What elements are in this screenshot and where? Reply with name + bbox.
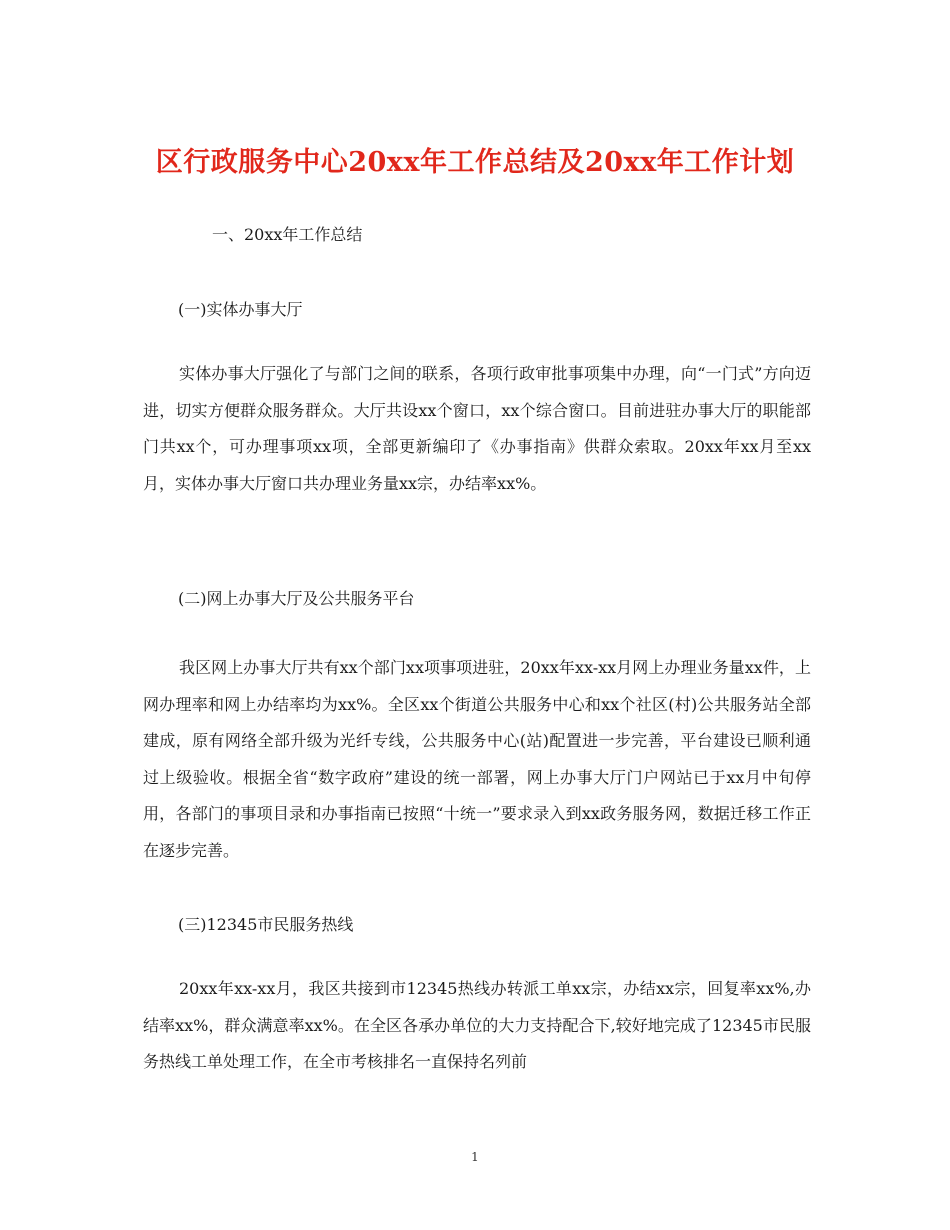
- subsection-heading-online-hall: (二)网上办事大厅及公共服务平台: [178, 589, 415, 608]
- page-number: 1: [471, 1150, 479, 1164]
- subsection-heading-hotline: (三)12345市民服务热线: [178, 915, 354, 934]
- paragraph-online-hall: 我区网上办事大厅共有xx个部门xx项事项进驻，20xx年xx-xx月网上办理业务量xx件，上网办理率和网上办结率均为xx%。全区xx个街道公共服务中心和xx个社区(村)公共服务站全部建成，原有网络全部升级为光纤专线，公共服务中心(站)配置进一步完善，平台建设已顺利通过上级验收。根据全省“数字政府”建设的统一部署，网上办事大厅门户网站已于xx月中旬停用，各部门的事项目录和办事指南已按照“十统一”要求录入到xx政务服务网，数据迁移工作正在逐步完善。: [143, 658, 811, 860]
- section-heading-work-summary: 一、20xx年工作总结: [212, 225, 363, 244]
- paragraph-physical-hall: 实体办事大厅强化了与部门之间的联系，各项行政审批事项集中办理，向“一门式”方向迈进，切实方便群众服务群众。大厅共设xx个窗口，xx个综合窗口。目前进驻办事大厅的职能部门共xx个，可办理事项xx项，全部更新编印了《办事指南》供群众索取。20xx年xx月至xx月，实体办事大厅窗口共办理业务量xx宗，办结率xx%。: [143, 364, 811, 493]
- document-title: 区行政服务中心20xx年工作总结及20xx年工作计划: [155, 147, 795, 178]
- subsection-heading-physical-hall: (一)实体办事大厅: [178, 300, 303, 319]
- paragraph-hotline: 20xx年xx-xx月，我区共接到市12345热线办转派工单xx宗，办结xx宗，回复率xx%,办结率xx%，群众满意率xx%。在全区各承办单位的大力支持配合下,较好地完成了12345市民服务热线工单处理工作，在全市考核排名一直保持名列前: [143, 979, 811, 1071]
